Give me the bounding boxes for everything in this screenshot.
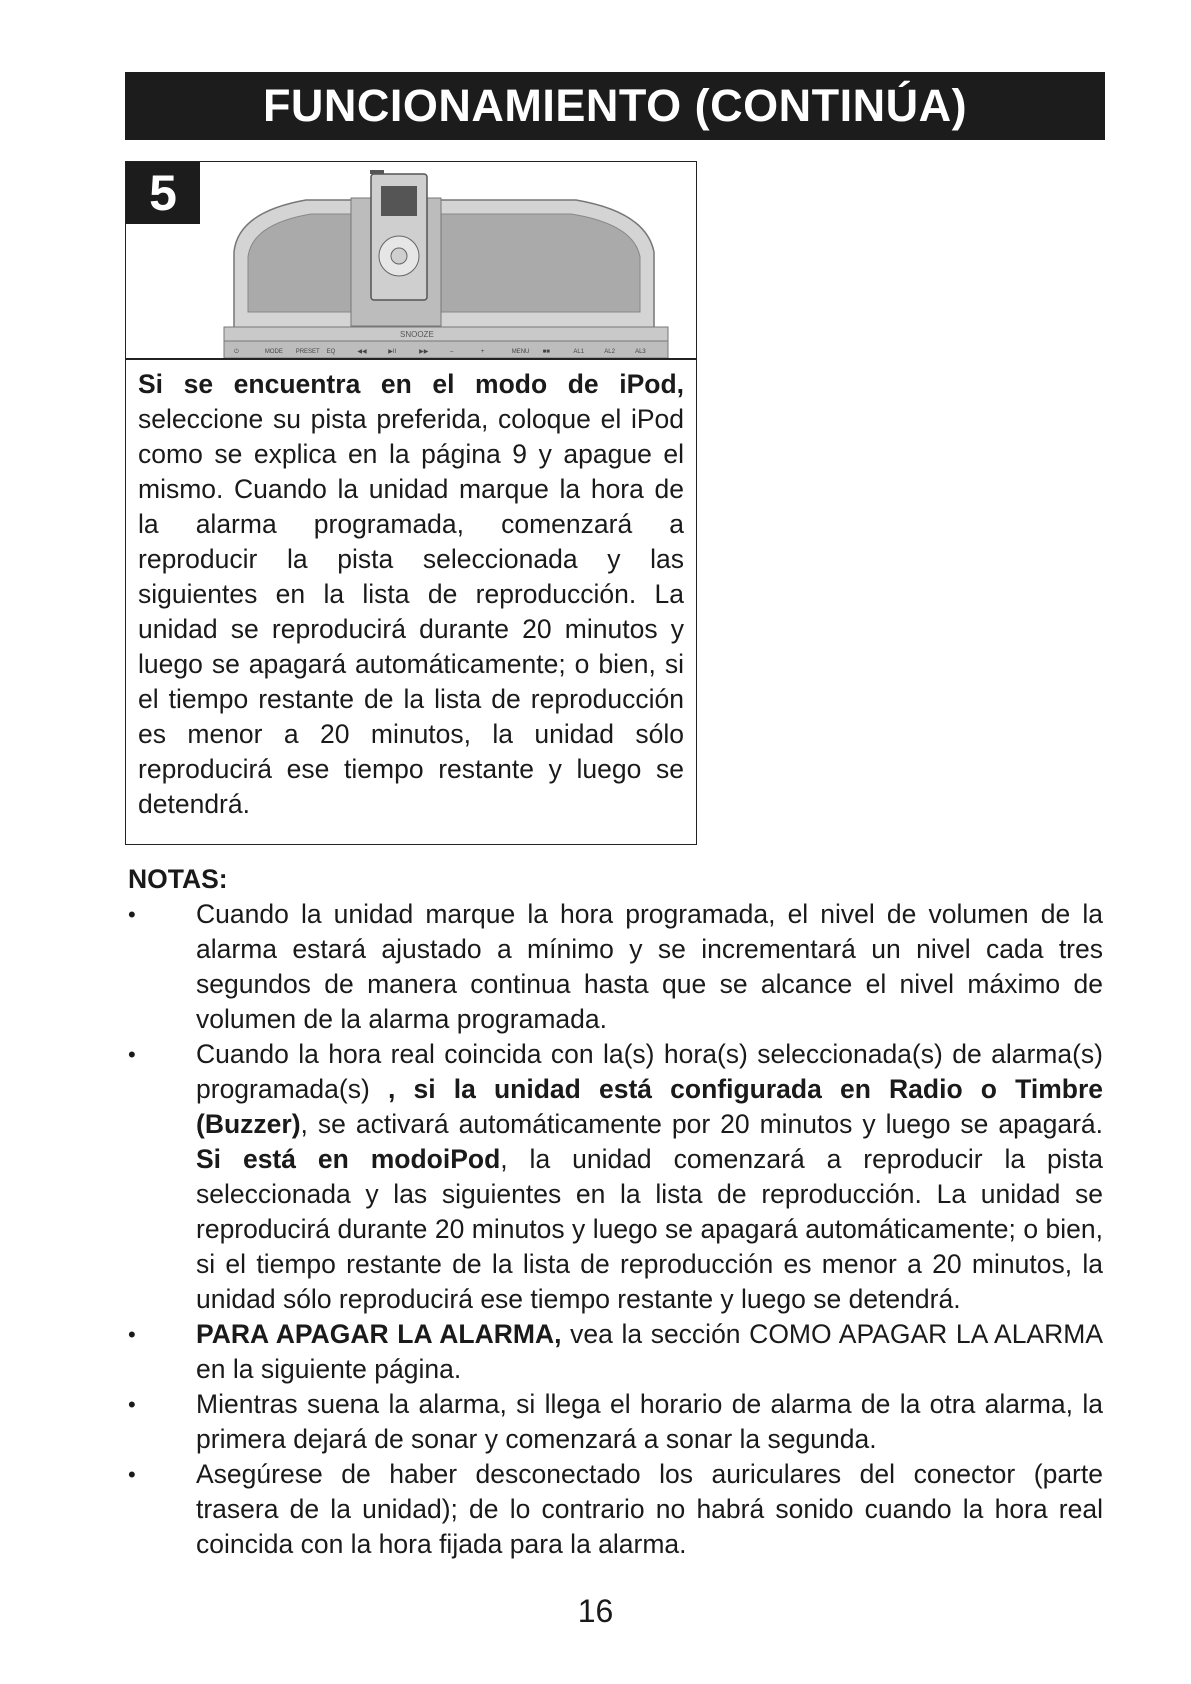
dock-button-label: – bbox=[450, 349, 454, 355]
page-number: 16 bbox=[577, 1593, 614, 1629]
note-item bbox=[128, 1317, 1103, 1387]
dock-button-label: ◀◀ bbox=[357, 349, 367, 355]
note-text: Asegúrese de haber desconectado los auriculares del conector (parte trasera de la unidad); de lo contrario no habrá sonido cuando la hora real coincida con la hora fijada para la alarma. bbox=[196, 1459, 1103, 1559]
illustration-divider bbox=[126, 358, 696, 360]
note-item bbox=[128, 1037, 1103, 1317]
dock-button-label: MENU bbox=[511, 349, 530, 355]
step-5-box bbox=[125, 161, 697, 845]
bullet: • bbox=[128, 1462, 136, 1487]
note-text: , se activará automáticamente por 20 minutos y luego se apagará. bbox=[300, 1109, 1103, 1139]
note-bold: PARA APAGAR LA ALARMA, bbox=[196, 1319, 562, 1349]
dock-button-label: ■■ bbox=[542, 349, 550, 355]
note-bold: , si la unidad está configurada en Radio o Timbre (Buzzer) bbox=[196, 1074, 1104, 1139]
dock-button-label: AL2 bbox=[604, 349, 615, 355]
step-body: seleccione su pista preferida, coloque el iPod como se explica en la página 9 y apague el mismo. Cuando la unidad marque la hora de la alarma programada, comenzará a reproducir la pista seleccionada y las siguientes en la lista de reproducción. La unidad se reproducirá durante 20 minutos y luego se apagará automáticamente; o bien, si el tiempo restante de la lista de reproducción es menor a 20 minutos, la unidad sólo reproducirá ese tiempo restante y luego se detendrá. bbox=[138, 404, 684, 819]
bullet: • bbox=[128, 1392, 136, 1417]
bullet: • bbox=[128, 902, 136, 927]
notes-heading: NOTAS: bbox=[128, 864, 228, 894]
note-text: vea la sección COMO APAGAR LA ALARMA en la siguiente página. bbox=[196, 1319, 1103, 1384]
note-text: Mientras suena la alarma, si llega el horario de alarma de la otra alarma, la primera dejará de sonar y comenzará a sonar la segunda. bbox=[196, 1389, 1103, 1454]
note-bold: Si está en modoiPod bbox=[196, 1144, 501, 1174]
step-number: 5 bbox=[126, 162, 200, 224]
dock-button-label: ▶II bbox=[388, 349, 397, 355]
note-item bbox=[128, 1457, 1103, 1562]
step-lead-bold: Si se encuentra en el modo de iPod, bbox=[138, 369, 684, 399]
note-text: Cuando la hora real coincida con la(s) hora(s) seleccionada(s) de alarma(s) programada(s) bbox=[196, 1039, 1103, 1104]
dock-button-label: AL3 bbox=[635, 349, 646, 355]
snooze-label: SNOOZE bbox=[400, 330, 434, 339]
step-instructions bbox=[138, 367, 684, 822]
dock-button-label: MODE bbox=[264, 349, 283, 355]
dock-button-label: + bbox=[480, 349, 485, 355]
dock-button-label: AL1 bbox=[573, 349, 585, 355]
ipod-dock-illustration bbox=[126, 162, 696, 358]
note-item bbox=[128, 1387, 1103, 1457]
dock-button-label: PRESET bbox=[295, 349, 320, 355]
notes-list bbox=[128, 897, 1103, 1562]
bullet: • bbox=[128, 1042, 136, 1067]
dock-button-label: ⏻ bbox=[234, 349, 239, 355]
page-title: FUNCIONAMIENTO (CONTINÚA) bbox=[125, 72, 1105, 140]
dock-button-label: EQ bbox=[326, 349, 336, 355]
dock-button-label: ▶▶ bbox=[419, 349, 429, 355]
note-item bbox=[128, 897, 1103, 1037]
note-text: Cuando la unidad marque la hora programada, el nivel de volumen de la alarma estará ajustado a mínimo y se incrementará un nivel cada tres segundos de manera continua hasta que se alcance el nivel máximo de volumen de la alarma programada. bbox=[196, 899, 1103, 1034]
note-text: , la unidad comenzará a reproducir la pista seleccionada y las siguientes en la lista de reproducción. La unidad se reproducirá durante 20 minutos y luego se apagará automáticamente; o bien, si el tiempo restante de la lista de reproducción es menor a 20 minutos, la unidad sólo reproducirá ese tiempo restante y luego se detendrá. bbox=[196, 1144, 1103, 1314]
bullet: • bbox=[128, 1322, 136, 1347]
